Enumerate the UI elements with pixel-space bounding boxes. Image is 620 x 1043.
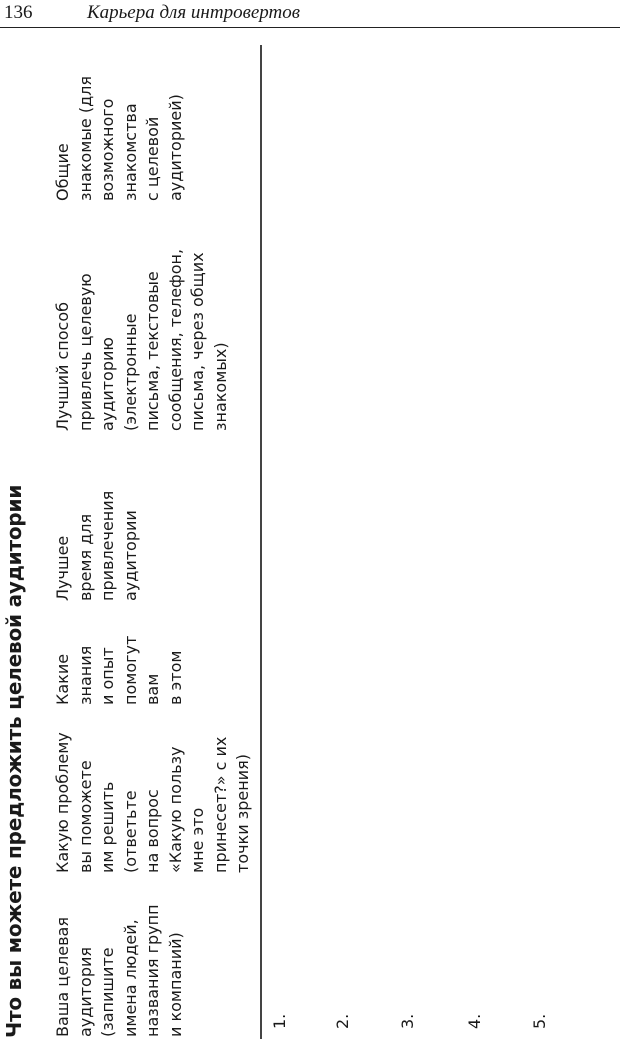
table-title: Что вы можете предложить целевой аудитории	[2, 484, 26, 1038]
row-number: 2.	[333, 1013, 352, 1029]
page-header	[0, 0, 620, 30]
column-header-problem: Какую проблему вы поможете им решить (ответьте на вопрос «Какую пользу мне это принесет?» с их точки зрения)	[53, 732, 252, 873]
rotated-table-area	[0, 43, 620, 1043]
header-rule	[0, 27, 620, 28]
row-number: 5.	[530, 1013, 549, 1029]
column-header-target-audience: Ваша целевая аудитория (запишите имена людей, названия групп и компаний)	[53, 904, 185, 1037]
page-number: 136	[4, 2, 33, 23]
row-number: 4.	[465, 1013, 484, 1029]
column-header-mutual-contacts: Общие знакомые (для возможного знакомства с целевой аудиторией)	[53, 75, 185, 201]
column-header-best-time: Лучшее время для привлечения аудитории	[53, 490, 140, 601]
row-number: 3.	[398, 1013, 417, 1029]
row-number: 1.	[270, 1013, 289, 1029]
column-header-knowledge: Какие знания и опыт помогут вам в этом	[53, 635, 185, 705]
column-header-best-method: Лучший способ привлечь целевую аудиторию (электронные письма, текстовые сообщения, телефон, письма, через общих знакомых)	[53, 248, 230, 431]
running-title: Карьера для интровертов	[87, 2, 300, 23]
header-row-rule	[260, 45, 262, 1039]
